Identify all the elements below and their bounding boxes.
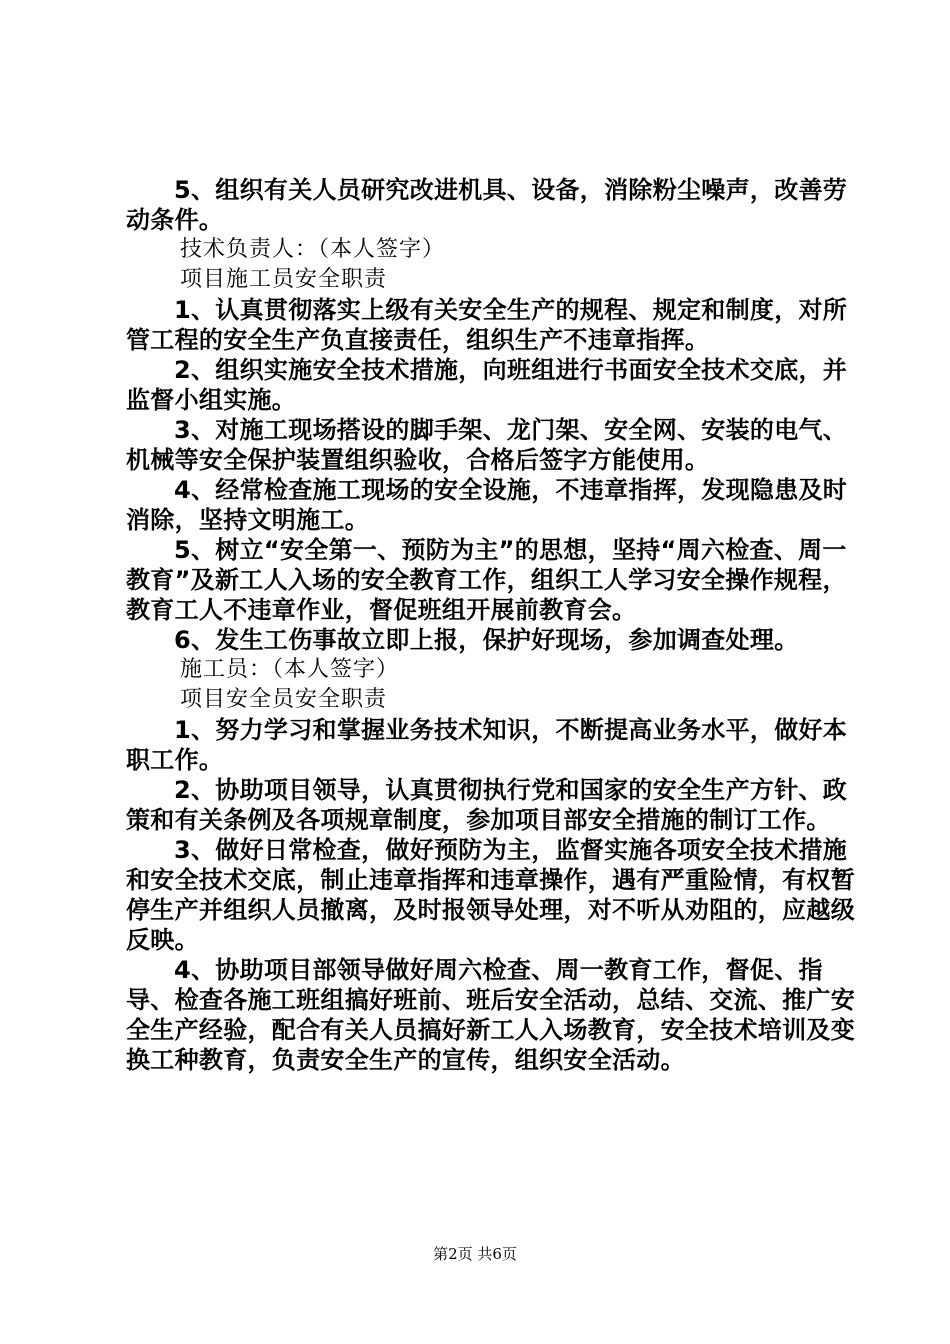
paragraph-item-6-accident-report: 6、发生工伤事故立即上报，保护好现场，参加调查处理。 (174, 626, 799, 654)
paragraph-item-1-study: 1、努力学习和掌握业务技术知识，不断提高业务水平，做好本职工作。 (126, 716, 848, 774)
page-number-footer: 第2页 共6页 (433, 1245, 517, 1263)
paragraph-item-4-education: 4、协助项目部领导做好周六检查、周一教育工作，督促、指导、检查各施工班组搞好班前、班后安全活动，总结、交流、推广安全生产经验，配合有关人员搞好新工人入场教育，安全技术培训及变换工种教育，负责安全生产的宣传，组织安全活动。 (126, 956, 855, 1074)
construction-officer-signature-line: 施工员：（本人签字） (180, 657, 400, 682)
paragraph-item-2-assist-leadership: 2、协助项目领导，认真贯彻执行党和国家的安全生产方针、政策和有关条例及各项规章制度，参加项目部安全措施的制订工作。 (126, 776, 848, 834)
document-body (126, 175, 856, 1075)
paragraph-item-1-implement-rules: 1、认真贯彻落实上级有关安全生产的规程、规定和制度，对所管工程的安全生产负直接责任，组织生产不违章指挥。 (126, 296, 848, 354)
paragraph-item-5-safety-first: 5、树立“安全第一、预防为主”的思想，坚持“周六检查、周一教育”及新工人入场的安全教育工作，组织工人学习安全操作规程，教育工人不违章作业，督促班组开展前教育会。 (126, 536, 847, 624)
paragraph-item-3-acceptance: 3、对施工现场搭设的脚手架、龙门架、安全网、安装的电气、机械等安全保护装置组织验收，合格后签字方能使用。 (126, 416, 848, 474)
paragraph-item-4-inspection: 4、经常检查施工现场的安全设施，不违章指挥，发现隐患及时消除，坚持文明施工。 (126, 476, 848, 534)
tech-lead-signature-line: 技术负责人：（本人签字） (180, 237, 446, 262)
section-heading-construction-officer: 项目施工员安全职责 (180, 267, 388, 292)
section-heading-safety-officer: 项目安全员安全职责 (180, 687, 388, 712)
paragraph-item-2-safety-measures: 2、组织实施安全技术措施，向班组进行书面安全技术交底，并监督小组实施。 (126, 356, 848, 414)
paragraph-item-5-improve-conditions: 5、组织有关人员研究改进机具、设备，消除粉尘噪声，改善劳动条件。 (126, 176, 848, 234)
paragraph-item-3-daily-check: 3、做好日常检查，做好预防为主，监督实施各项安全技术措施和安全技术交底，制止违章指挥和违章操作，遇有严重险情，有权暂停生产并组织人员撤离，及时报领导处理，对不听从劝阻的，应越级反映。 (126, 836, 855, 954)
